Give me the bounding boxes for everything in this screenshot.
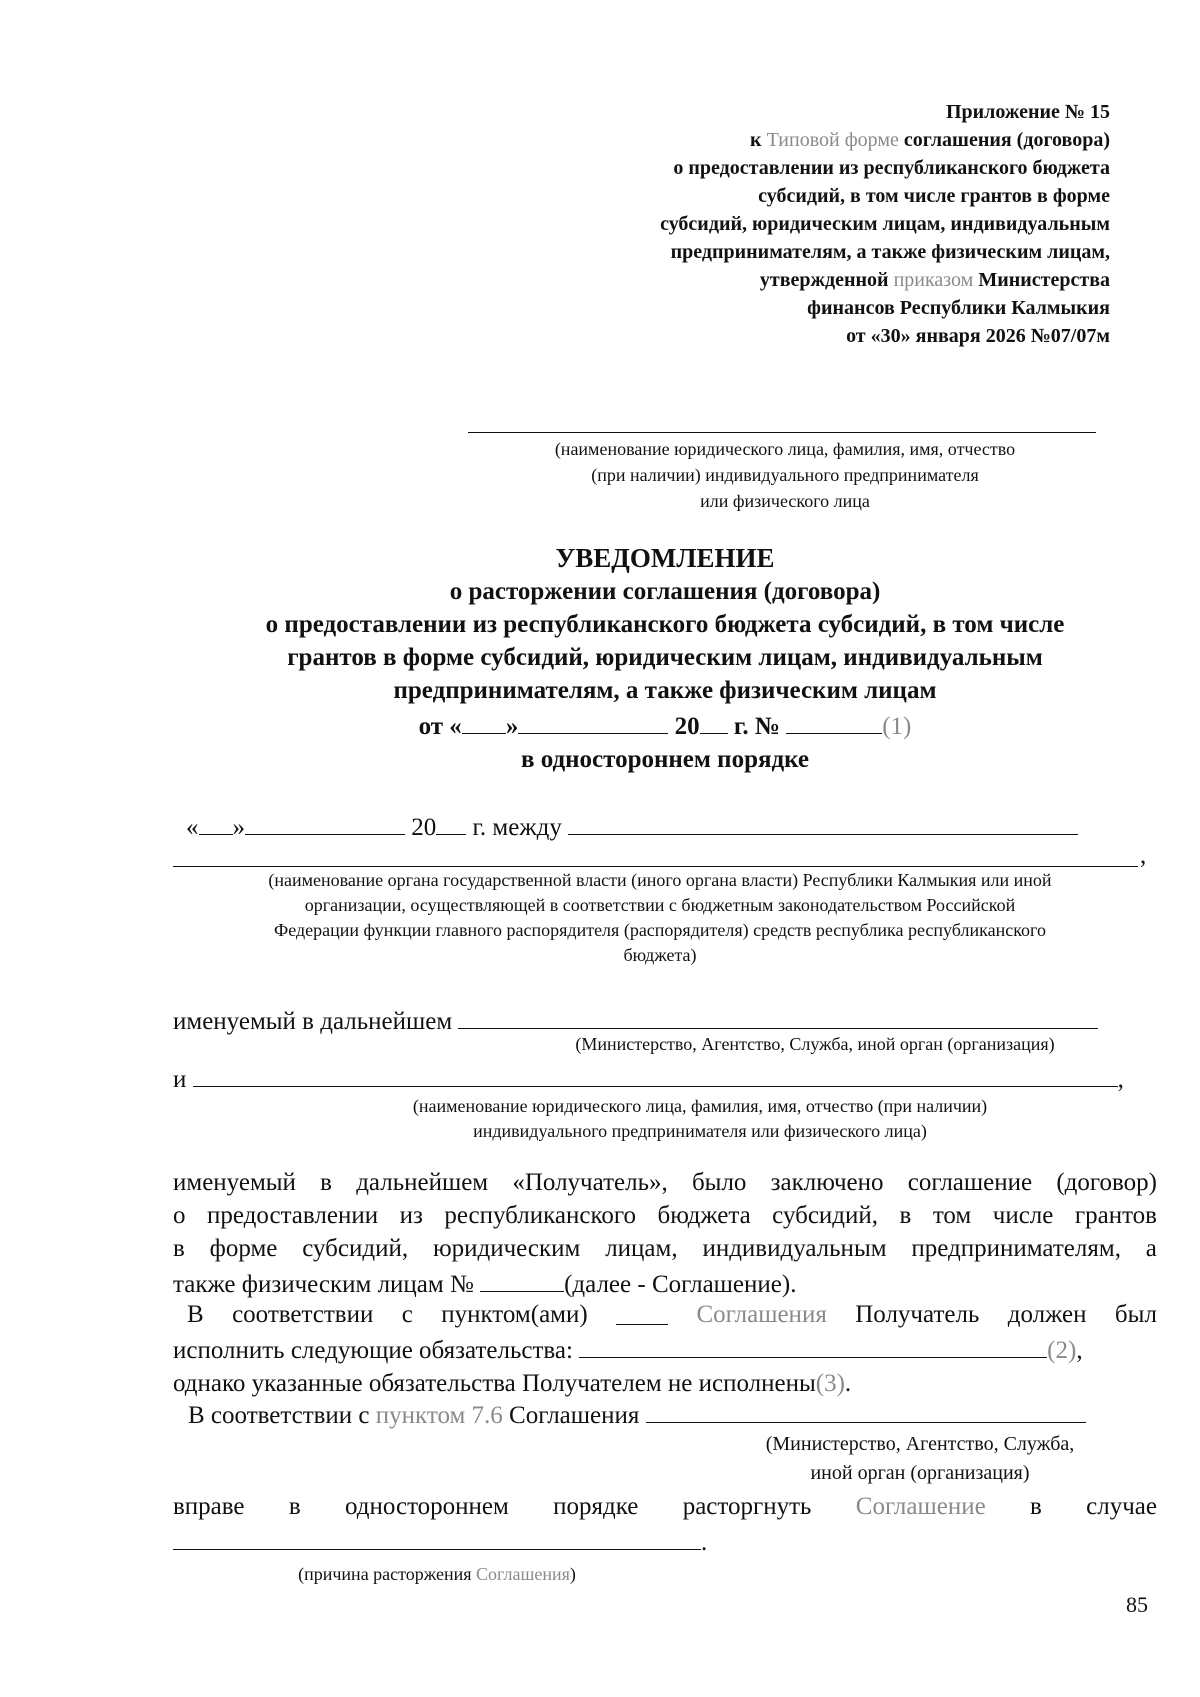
word: с [401, 1301, 413, 1328]
word: именуемый [173, 1169, 296, 1196]
row-text: В соответствии с [188, 1402, 376, 1429]
recipient-caption [240, 1094, 1160, 1144]
word: в [288, 1493, 301, 1520]
word: пунктом(ами) [441, 1301, 588, 1328]
appendix-text: утвержденной [759, 269, 894, 291]
addressee-blank-line [468, 432, 1096, 433]
word: заключено [770, 1169, 884, 1196]
row-text: . [701, 1529, 708, 1556]
appendix-number: Приложение № 15 [945, 101, 1110, 123]
caption-line: Федерации функции главного распорядителя (распорядителя) средств республика республиканского [274, 920, 1046, 940]
word: (договор) [1056, 1169, 1157, 1196]
reason-blank [173, 1523, 701, 1550]
word: было [691, 1169, 747, 1196]
footnote-ref[interactable]: (1) [882, 713, 912, 740]
appendix-text: соглашения (договора) [898, 129, 1110, 151]
agreement-number-blank [480, 1265, 564, 1292]
word: был [1114, 1301, 1157, 1328]
year-blank [700, 707, 728, 734]
word: числе [992, 1202, 1054, 1229]
word: индивидуальным [702, 1235, 887, 1262]
appendix-line-8: финансов Республики Калмыкия [807, 297, 1110, 319]
word: предпринимателям, [911, 1235, 1121, 1262]
ministry-blank [646, 1396, 1086, 1423]
paragraph-line [173, 1490, 1157, 1523]
typical-form-link[interactable]: Типовой форме [766, 129, 899, 151]
word: в [899, 1202, 912, 1229]
paragraph-line [173, 1331, 1157, 1367]
ministry-blank [458, 1002, 1098, 1029]
title-line: предпринимателям, а также физическим лицам [393, 677, 937, 704]
day-blank [462, 707, 506, 734]
caption-text: (причина расторжения [298, 1564, 477, 1584]
paragraph-line [173, 1298, 1157, 1331]
footnote-ref[interactable]: (3) [815, 1370, 845, 1397]
obligations-blank [579, 1331, 1047, 1358]
title-text: » [505, 713, 519, 740]
title-line: о расторжении соглашения (договора) [449, 578, 881, 605]
row-text: « [186, 814, 199, 841]
caption-line: индивидуального предпринимателя или физического лица) [473, 1121, 927, 1141]
paragraph-line [173, 1232, 1157, 1265]
appendix-line-4: субсидий, в том числе грантов в форме [758, 185, 1110, 207]
word: о [173, 1202, 186, 1229]
word: «Получатель», [512, 1169, 668, 1196]
appendix-header [490, 98, 1110, 350]
word: вправе [173, 1493, 245, 1520]
footnote-ref[interactable]: (2) [1047, 1337, 1077, 1364]
word: форме [209, 1235, 278, 1262]
title-text: 20 [668, 713, 700, 740]
recipient-blank [193, 1060, 1118, 1087]
month-blank [518, 707, 668, 734]
word: расторгнуть [682, 1493, 812, 1520]
paragraph-line [173, 1199, 1157, 1232]
appendix-line-5: субсидий, юридическим лицам, индивидуальным [660, 213, 1110, 235]
caption-line: бюджета) [623, 945, 697, 965]
agreement-link[interactable]: Соглашения [476, 1564, 570, 1584]
word: предоставлении [206, 1202, 379, 1229]
caption-line: иной орган (организация) [810, 1462, 1030, 1484]
paragraph-obligations [173, 1298, 1157, 1400]
row-text: г. между [466, 814, 569, 841]
row-text: также физическим лицам № [173, 1271, 481, 1298]
ministry-caption [700, 1430, 1140, 1488]
word: лицам, [605, 1235, 678, 1262]
row-text: и [173, 1066, 193, 1093]
row-text: Соглашения [502, 1402, 646, 1429]
appendix-date-line: от «30» января 2026 №07/07м [846, 325, 1110, 347]
number-blank [786, 707, 882, 734]
appendix-line-7 [490, 266, 1110, 294]
day-blank [199, 808, 233, 835]
row-text: (далее - Соглашение). [564, 1271, 797, 1298]
agreement-link[interactable]: Соглашения [696, 1301, 827, 1328]
word: субсидий, [772, 1202, 879, 1229]
addressee-caption [470, 436, 1100, 514]
word: Получатель [855, 1301, 980, 1328]
paragraph-agreement [173, 1166, 1157, 1301]
title-line: в одностороннем порядке [520, 746, 810, 773]
organ-blank-line [173, 866, 1138, 867]
word: в [173, 1235, 185, 1262]
word: соглашение [907, 1169, 1033, 1196]
appendix-line-3: о предоставлении из республиканского бюджета [673, 157, 1110, 179]
row-text: . [844, 1370, 852, 1397]
caption-line: (наименование юридического лица, фамилия, имя, отчество (при наличии) [412, 1096, 988, 1116]
year-blank [436, 808, 466, 835]
paragraph-line [173, 1166, 1157, 1199]
word: одностороннем [344, 1493, 509, 1520]
word: том [932, 1202, 972, 1229]
word: а [1145, 1235, 1157, 1262]
title-date-line [170, 707, 1160, 743]
agreement-link[interactable]: Соглашение [855, 1493, 986, 1520]
row-text: , [1076, 1337, 1083, 1364]
appendix-line-6: предпринимателям, а также физическим лицам, [670, 241, 1110, 263]
caption-text: ) [569, 1564, 576, 1584]
word: случае [1086, 1493, 1157, 1520]
organ-caption [160, 868, 1160, 968]
word: бюджета [657, 1202, 751, 1229]
paragraph-line [173, 1523, 1157, 1559]
caption-line: организации, осуществляющей в соответствии с бюджетным законодательством Российской [304, 895, 1016, 915]
title-text: от « [418, 713, 462, 740]
caption-line: (наименование юридического лица, фамилия, имя, отчество [554, 439, 1016, 459]
title-line: грантов в форме субсидий, юридическим лицам, индивидуальным [287, 644, 1043, 671]
comma: , [1140, 842, 1147, 869]
appendix-line-2 [490, 126, 1110, 154]
agreement-date-row [186, 808, 1078, 844]
caption-line: (при наличии) индивидуального предпринимателя [591, 465, 979, 485]
word: в [1030, 1493, 1042, 1520]
word: субсидий, [302, 1235, 409, 1262]
title-text: г. № [727, 713, 787, 740]
row-text: исполнить следующие обязательства: [173, 1337, 580, 1364]
page-number: 85 [1126, 1592, 1148, 1617]
appendix-text: Министерства [973, 269, 1110, 291]
caption-line: или физического лица [700, 491, 870, 511]
clause-link[interactable]: пунктом 7.6 [375, 1402, 503, 1429]
row-text: однако указанные обязательства Получателем не исполнены [173, 1370, 816, 1397]
ministry-caption: (Министерство, Агентство, Служба, иной орган (организация) [575, 1034, 1055, 1054]
appendix-text: к [750, 129, 767, 151]
clause-blank [616, 1298, 668, 1325]
paragraph-termination [173, 1490, 1157, 1559]
row-text: , [1117, 1066, 1124, 1093]
month-blank [245, 808, 405, 835]
word: грантов [1074, 1202, 1157, 1229]
word: соответствии [232, 1301, 374, 1328]
word: должен [1007, 1301, 1087, 1328]
paragraph-line [173, 1265, 1157, 1301]
word: республиканского [444, 1202, 636, 1229]
organ-blank [568, 808, 1078, 835]
word: дальнейшем [356, 1169, 489, 1196]
row-text: 20 [405, 814, 437, 841]
recipient-row [173, 1060, 1124, 1096]
caption-line: (наименование органа государственной власти (иного органа власти) Республики Калмыкия или иной [268, 870, 1052, 890]
order-link[interactable]: приказом [893, 269, 974, 291]
word: юридическим [432, 1235, 581, 1262]
word: порядке [553, 1493, 639, 1520]
caption-line: (Министерство, Агентство, Служба, [765, 1433, 1075, 1455]
reason-caption [173, 1562, 701, 1587]
row-text: именуемый в дальнейшем [173, 1008, 459, 1035]
title-main: УВЕДОМЛЕНИЕ [555, 543, 775, 573]
title-line: о предоставлении из республиканского бюджета субсидий, в том числе [265, 611, 1065, 638]
clause-row [188, 1396, 1086, 1432]
word: из [399, 1202, 423, 1229]
word: В [187, 1301, 204, 1328]
notice-title [170, 542, 1160, 776]
row-text: » [232, 814, 245, 841]
word: в [320, 1169, 332, 1196]
